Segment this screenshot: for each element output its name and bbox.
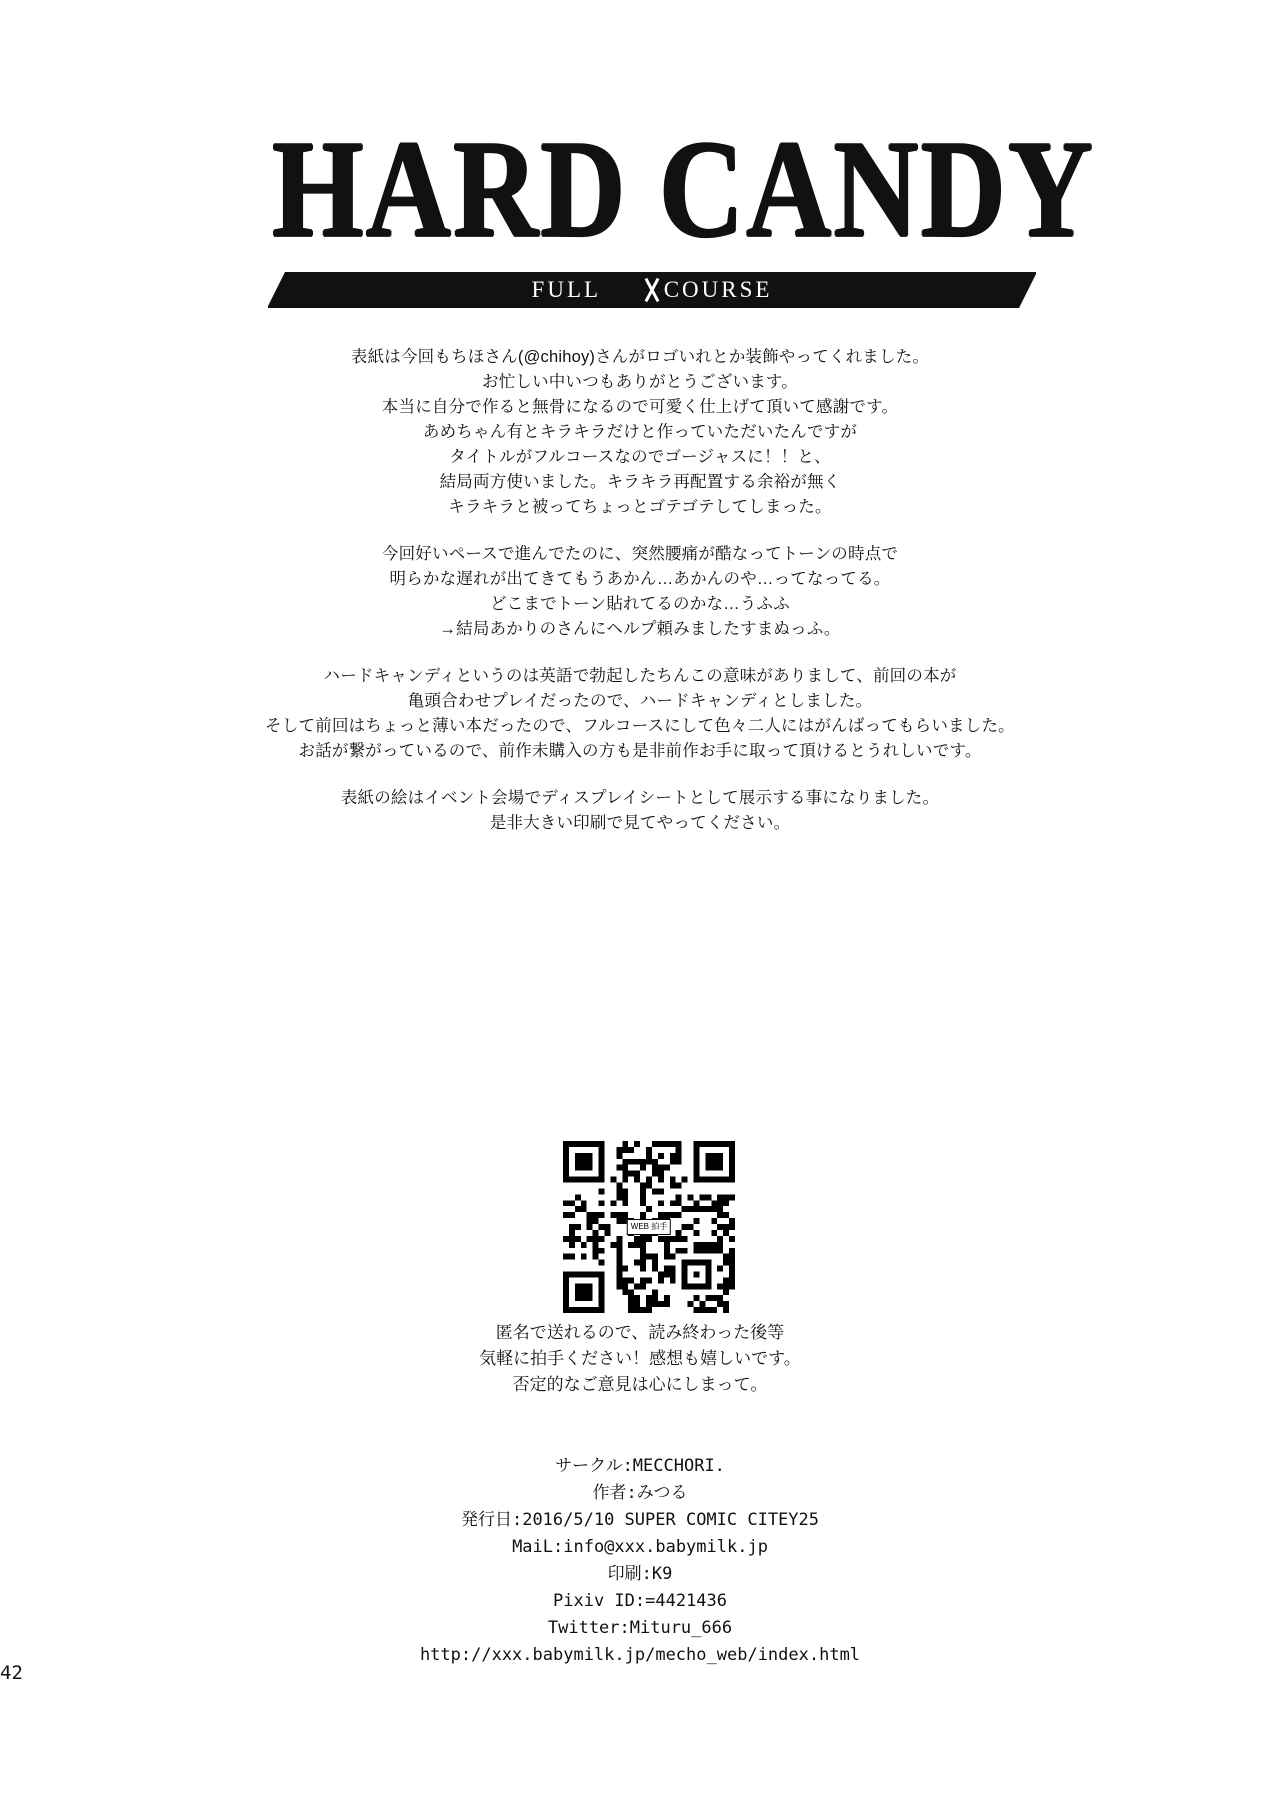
subtitle-left-text: FULL <box>531 277 601 302</box>
qr-code-center-label: WEB 拍手 <box>627 1219 671 1235</box>
afterword-line: 亀頭合わせプレイだったので、ハードキャンディとしました。 <box>407 692 873 710</box>
qr-note-text <box>160 1320 1120 1398</box>
title-block <box>272 111 1096 267</box>
afterword-line: ハードキャンディというのは英語で勃起したちんこの意味がありまして、前回の本が <box>323 667 957 685</box>
afterword-line: 是非大きい印刷で見てやってください。 <box>489 814 791 832</box>
afterword-paragraph-2 <box>160 542 1120 642</box>
afterword-text <box>160 345 1120 836</box>
qr-note-line: 匿名で送れるので、読み終わった後等 <box>495 1323 785 1342</box>
afterword-paragraph-1 <box>160 345 1120 520</box>
colophon-release-date: 発行日:2016/5/10 SUPER COMIC CITEY25 <box>460 1510 820 1530</box>
qr-note-line: 気軽に拍手ください！感想も嬉しいです。 <box>479 1349 801 1368</box>
title-subtitle-bar <box>268 272 1036 308</box>
afterword-line: 明らかな遅れが出てきてもうあかん…あかんのや…ってなってる。 <box>389 570 891 588</box>
qr-note-line: 否定的なご意見は心にしまって。 <box>512 1375 768 1394</box>
afterword-line: あめちゃん有とキラキラだけと作っていただいたんですが <box>422 423 858 441</box>
colophon-mail: MaiL:info@xxx.babymilk.jp <box>512 1537 768 1557</box>
colophon-circle: サークル:MECCHORI. <box>555 1456 725 1476</box>
colophon-author: 作者:みつる <box>592 1483 688 1503</box>
title-subtitle <box>268 272 1036 308</box>
colophon-website-url[interactable]: http://xxx.babymilk.jp/mecho_web/index.html <box>419 1645 861 1665</box>
afterword-line: お話が繋がっているので、前作未購入の方も是非前作お手に取って頂けるとうれしいです。 <box>298 742 982 760</box>
afterword-line: タイトルがフルコースなのでゴージャスに！！と、 <box>449 448 831 466</box>
afterword-line: 表紙は今回もちほさん(@chihoy)さんがロゴいれとか装飾やってくれました。 <box>350 348 930 366</box>
afterword-line: 表紙の絵はイベント会場でディスプレイシートとして展示する事になりました。 <box>340 789 940 807</box>
colophon <box>160 1453 1120 1669</box>
afterword-line: キラキラと被ってちょっとゴテゴテしてしまった。 <box>448 498 832 516</box>
colophon-printer: 印刷:K9 <box>607 1564 673 1584</box>
afterword-line: 今回好いペースで進んでたのに、突然腰痛が酷なってトーンの時点で <box>381 545 899 563</box>
afterword-line: 結局両方使いました。キラキラ再配置する余裕が無く <box>439 473 841 491</box>
afterword-line: 本当に自分で作ると無骨になるので可愛く仕上げて頂いて感謝です。 <box>381 398 899 416</box>
page-number: 42 <box>0 1662 23 1684</box>
page-title: HARD CANDY <box>272 111 1096 267</box>
subtitle-right-text: COURSE <box>663 277 773 302</box>
afterword-line: お忙しい中いつもありがとうございます。 <box>482 373 798 391</box>
qr-code[interactable] <box>563 1141 735 1313</box>
colophon-twitter: Twitter:Mituru_666 <box>547 1618 733 1638</box>
afterword-line: →結局あかりのさんにヘルプ頼みましたすまぬっふ。 <box>439 620 841 638</box>
colophon-pixiv-id: Pixiv ID:=4421436 <box>553 1591 727 1611</box>
afterword-line: どこまでトーン貼れてるのかな…うふふ <box>490 595 790 613</box>
afterword-paragraph-4 <box>160 786 1120 836</box>
afterword-paragraph-3 <box>160 664 1120 764</box>
afterword-line: そして前回はちょっと薄い本だったので、フルコースにして色々二人にはがんばってもらいました。 <box>265 717 1015 735</box>
